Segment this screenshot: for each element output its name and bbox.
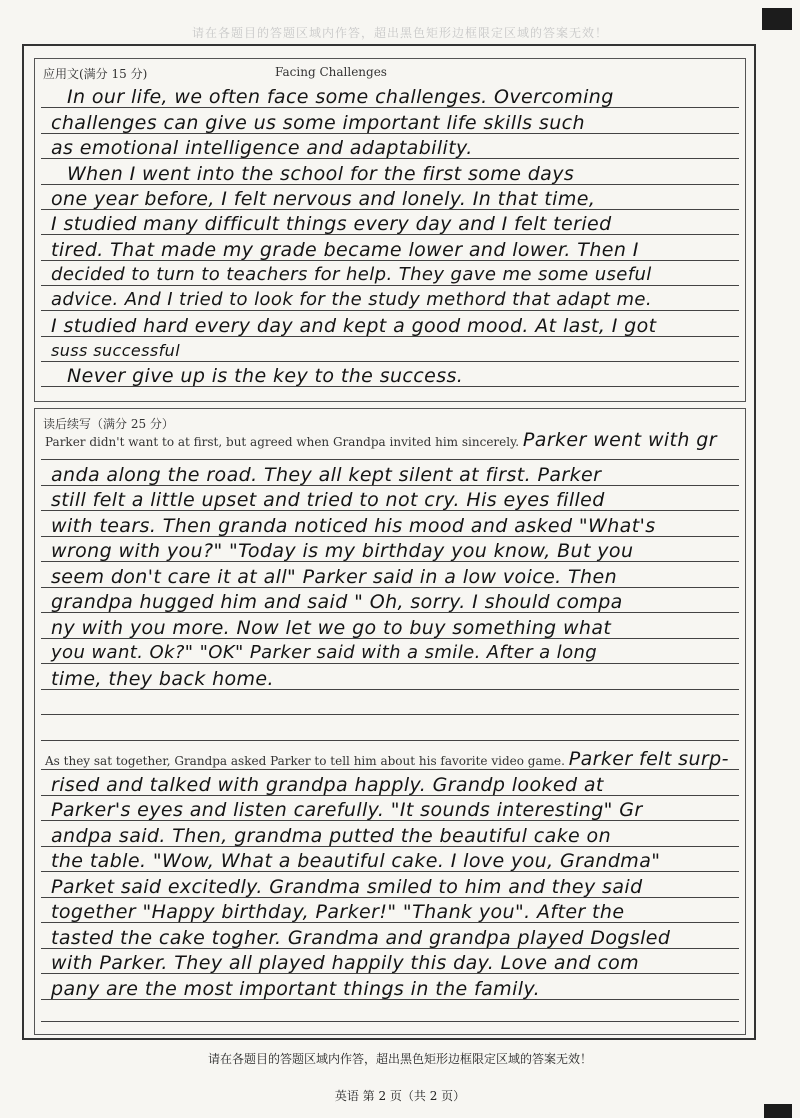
essay-line: Parket said excitedly. Grandma smiled to him and they said xyxy=(51,876,643,898)
essay-line: suss successful xyxy=(51,341,181,360)
essay-line: as emotional intelligence and adaptability. xyxy=(51,137,473,159)
essay-line: still felt a little upset and tried to not cry. His eyes filled xyxy=(51,489,605,511)
footer-note: 请在各题目的答题区域内作答，超出黑色矩形边框限定区域的答案无效！ xyxy=(207,1052,592,1066)
essay-line: When I went into the school for the first some days xyxy=(67,163,575,185)
section-continuation-writing xyxy=(34,408,746,1035)
prompt-2-text: As they sat together, Grandpa asked Parker to tell him about his favorite video game. xyxy=(45,754,565,768)
section2-label: 读后续写（满分 25 分） xyxy=(43,417,174,431)
top-right-registration-mark xyxy=(762,8,792,30)
essay-line: decided to turn to teachers for help. They gave me some useful xyxy=(51,264,652,285)
bottom-right-registration-mark xyxy=(764,1104,792,1118)
header-note: 请在各题目的答题区域内作答，超出黑色矩形边框限定区域的答案无效！ xyxy=(191,26,608,40)
essay-line: tired. That made my grade became lower and lower. Then I xyxy=(51,239,639,261)
essay-line: Parker's eyes and listen carefully. "It sounds interesting" Gr xyxy=(51,799,643,821)
essay-line: In our life, we often face some challenges. Overcoming xyxy=(67,86,614,108)
section-application-writing xyxy=(34,58,746,402)
essay-line: you want. Ok?" "OK" Parker said with a smile. After a long xyxy=(51,642,598,663)
essay-line: together "Happy birthday, Parker!" "Thank you". After the xyxy=(51,901,625,923)
answer-sheet xyxy=(22,44,756,1040)
essay-line: rised and talked with grandpa happly. Grandp looked at xyxy=(51,774,604,796)
essay-line: anda along the road. They all kept silent at first. Parker xyxy=(51,464,602,486)
essay-line: Never give up is the key to the success. xyxy=(67,365,464,387)
essay-line: seem don't care it at all" Parker said in a low voice. Then xyxy=(51,566,618,588)
essay-line: the table. "Wow, What a beautiful cake. I love you, Grandma" xyxy=(51,850,661,872)
essay-line: tasted the cake togher. Grandma and grandpa played Dogsled xyxy=(51,927,671,949)
essay-line: pany are the most important things in the family. xyxy=(51,978,541,1000)
continuation-prompt-1 xyxy=(45,429,717,453)
essay-line: wrong with you?" "Today is my birthday you know, But you xyxy=(51,540,634,562)
essay-line: andpa said. Then, grandma putted the beautiful cake on xyxy=(51,825,612,847)
essay-line: advice. And I tried to look for the study methord that adapt me. xyxy=(51,289,652,310)
essay-line: time, they back home. xyxy=(51,668,274,690)
essay-line: Parker went with gr xyxy=(522,429,717,451)
essay-line: one year before, I felt nervous and lonely. In that time, xyxy=(51,188,596,210)
essay-line: I studied many difficult things every day and I felt teried xyxy=(51,213,612,235)
essay-line: with Parker. They all played happily this day. Love and com xyxy=(51,952,640,974)
essay-line: grandpa hugged him and said " Oh, sorry. I should compa xyxy=(51,591,623,613)
essay-line: Parker felt surp- xyxy=(568,748,729,770)
continuation-prompt-2 xyxy=(45,748,729,772)
essay-line: ny with you more. Now let we go to buy something what xyxy=(51,617,612,639)
section1-label: 应用文(满分 15 分) xyxy=(43,67,148,81)
essay-line: challenges can give us some important life skills such xyxy=(51,112,585,134)
section1-title: Facing Challenges xyxy=(275,65,387,79)
essay-line: I studied hard every day and kept a good mood. At last, I got xyxy=(51,315,657,337)
essay-line: with tears. Then granda noticed his mood and asked "What's xyxy=(51,515,656,537)
prompt-1-text: Parker didn't want to at first, but agreed when Grandpa invited him sincerely. xyxy=(45,435,520,449)
page-number: 英语 第 2 页（共 2 页） xyxy=(334,1089,466,1103)
